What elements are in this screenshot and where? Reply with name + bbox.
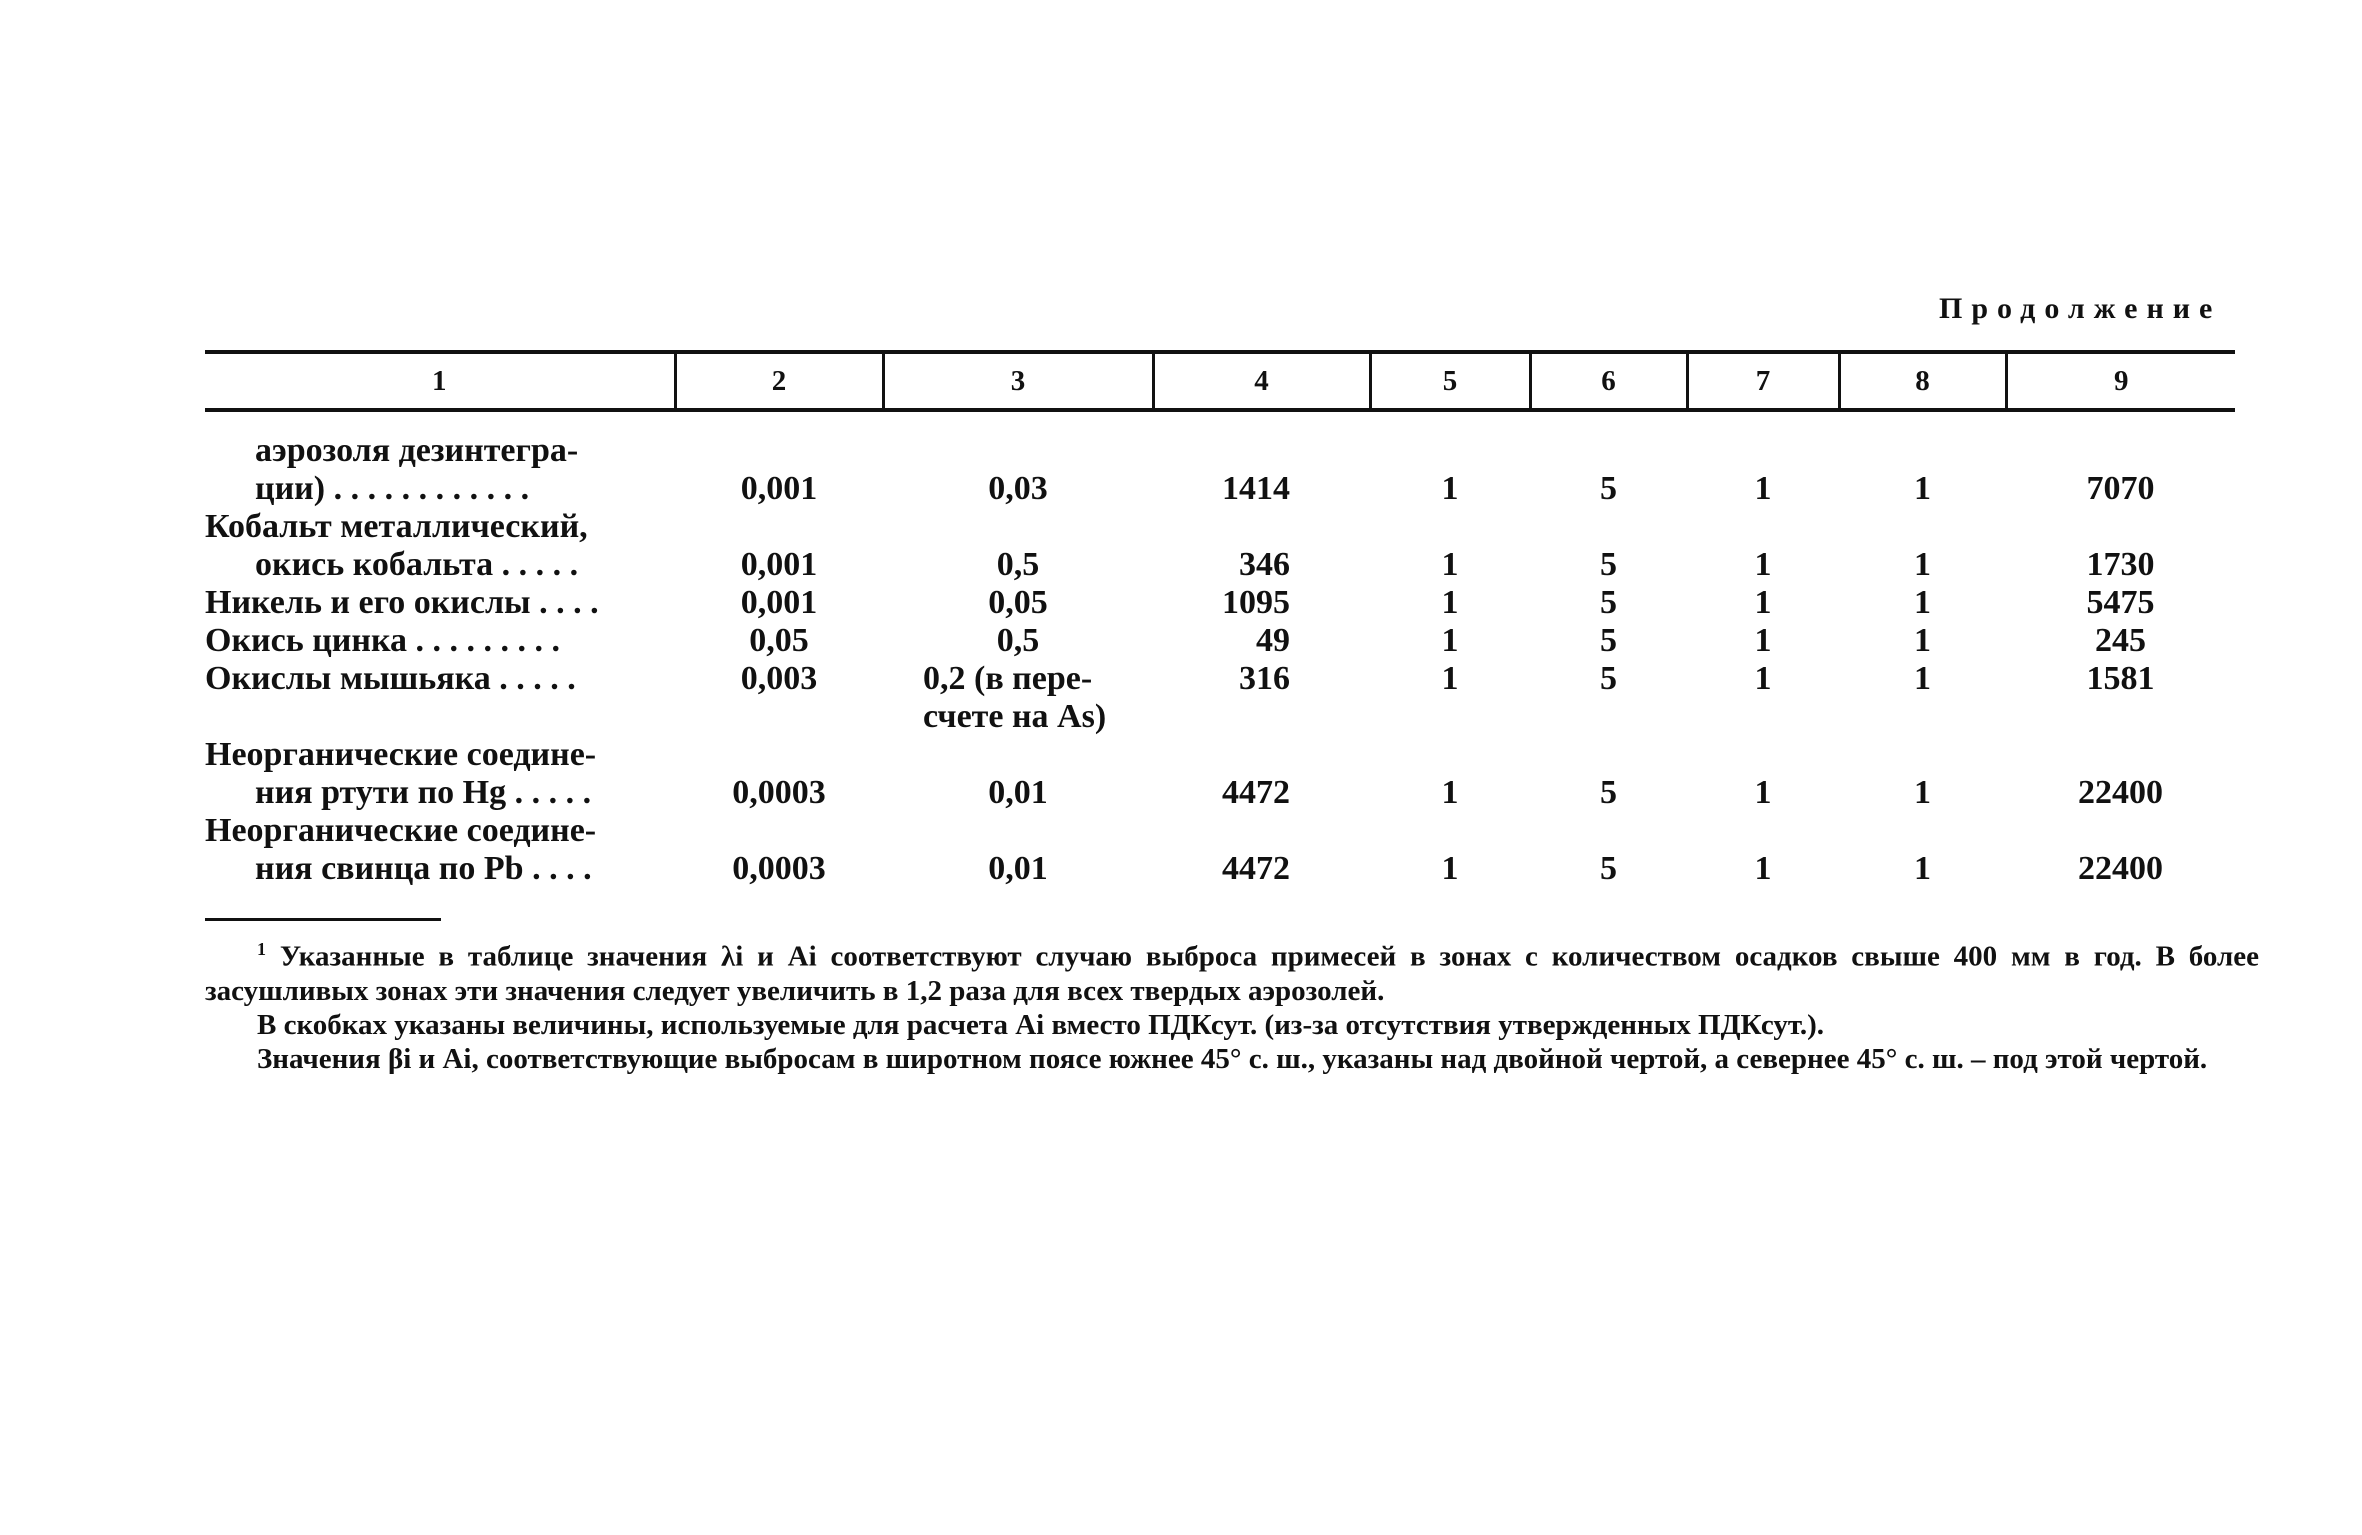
cell-col3-line: 0,2 (в пере- [923, 660, 1093, 697]
column-header: 3 [883, 352, 1153, 410]
substance-name-line: ния свинца по Pb . . . . [255, 850, 592, 887]
column-header: 9 [2006, 352, 2235, 410]
table-header-row [205, 352, 2235, 410]
cell-col7: 1 [1754, 774, 1772, 811]
cell-col4: 4472 [1222, 850, 1290, 887]
cell-col8: 1 [1914, 660, 1931, 697]
cell-col8: 1 [1914, 546, 1931, 583]
table-row [205, 622, 2235, 660]
cell-col9: 5475 [2086, 584, 2155, 621]
cell-col3: 0,01 [988, 850, 1048, 887]
footnote-1-text: Указанные в таблице значения λi и Ai соответствуют случаю выброса примесей в зонах с количеством осадков свыше 400 мм в год. В более засушливых зонах эти значения следует увеличить в 1,2 раза для всех твердых аэрозолей. [205, 940, 2260, 1007]
column-header: 4 [1153, 352, 1370, 410]
table-row [205, 410, 2235, 508]
table-row [205, 812, 2235, 888]
footnote-2: В скобках указаны величины, используемые для расчета Ai вместо ПДКсут. (из-за отсутствия утвержденных ПДКсут.). [257, 1008, 1825, 1041]
substance-name-line: ния ртути по Hg . . . . . [255, 774, 592, 811]
cell-col2: 0,0003 [732, 774, 826, 811]
cell-col9: 7070 [2086, 470, 2155, 507]
cell-col9: 1581 [2086, 660, 2155, 697]
table-row [205, 508, 2235, 584]
substance-name-line: Кобальт металлический, [205, 508, 588, 545]
cell-col7: 1 [1754, 660, 1772, 697]
substance-name-line: Неорганические соедине- [205, 812, 597, 849]
footnote-3: Значения βi и Ai, соответствующие выбросам в широтном поясе южнее 45° с. ш., указаны над двойной чертой, а севернее 45° с. ш. – под этой чертой. [257, 1042, 2208, 1075]
footnote-divider [205, 918, 441, 921]
cell-col6: 5 [1600, 622, 1617, 659]
cell-col4: 1414 [1222, 470, 1290, 507]
data-table-container [205, 350, 2235, 888]
cell-col8: 1 [1914, 622, 1931, 659]
table-row [205, 660, 2235, 736]
data-table [205, 350, 2235, 888]
cell-col2: 0,001 [740, 584, 818, 621]
cell-col6: 5 [1600, 546, 1617, 583]
cell-col3: 0,01 [988, 774, 1048, 811]
footnotes [205, 932, 2259, 1076]
cell-col5: 1 [1441, 850, 1459, 887]
cell-col5: 1 [1441, 470, 1459, 507]
substance-name-cell [205, 736, 675, 812]
column-header: 6 [1530, 352, 1687, 410]
cell-col3 [883, 660, 1153, 736]
column-header: 2 [675, 352, 883, 410]
cell-col2: 0,003 [740, 660, 818, 697]
substance-name-line: Неорганические соедине- [205, 736, 597, 773]
cell-col9: 1730 [2086, 546, 2155, 583]
cell-col4: 1095 [1222, 584, 1290, 621]
continuation-label: Продолжение [1939, 292, 2222, 325]
cell-col7: 1 [1754, 622, 1772, 659]
cell-col2: 0,05 [749, 622, 809, 659]
substance-name-cell [205, 508, 675, 584]
cell-col7: 1 [1754, 546, 1772, 583]
cell-col7: 1 [1754, 470, 1772, 507]
footnote-mark: 1 [257, 939, 266, 959]
cell-col6: 5 [1600, 584, 1617, 621]
table-row [205, 584, 2235, 622]
cell-col8: 1 [1914, 470, 1931, 507]
cell-col6: 5 [1600, 470, 1617, 507]
cell-col9: 22400 [2078, 850, 2163, 887]
footnote-1 [205, 932, 2259, 1008]
cell-col9: 22400 [2078, 774, 2163, 811]
cell-col8: 1 [1914, 584, 1931, 621]
cell-col4: 346 [1239, 546, 1290, 583]
cell-col2: 0,001 [740, 470, 818, 507]
cell-col4: 4472 [1222, 774, 1290, 811]
cell-col5: 1 [1441, 622, 1459, 659]
cell-col6: 5 [1600, 660, 1617, 697]
cell-col3-line: счете на As) [923, 698, 1107, 735]
cell-col3: 0,5 [996, 546, 1040, 583]
column-header: 5 [1370, 352, 1530, 410]
cell-col5: 1 [1441, 774, 1459, 811]
substance-name-cell: Никель и его окислы . . . . [205, 584, 599, 621]
substance-name-cell [205, 812, 675, 888]
substance-name-cell: Окислы мышьяка . . . . . [205, 660, 576, 697]
table-row [205, 736, 2235, 812]
cell-col5: 1 [1441, 584, 1459, 621]
substance-name-line: ции) . . . . . . . . . . . . [255, 470, 530, 507]
substance-name-line: окись кобальта . . . . . [255, 546, 579, 583]
cell-col3: 0,05 [988, 584, 1048, 621]
column-header: 7 [1687, 352, 1839, 410]
substance-name-cell [205, 410, 675, 508]
cell-col2: 0,001 [740, 546, 818, 583]
cell-col5: 1 [1441, 546, 1459, 583]
cell-col4: 49 [1256, 622, 1290, 659]
cell-col7: 1 [1754, 850, 1772, 887]
cell-col3: 0,03 [988, 470, 1048, 507]
cell-col9: 245 [2095, 622, 2146, 659]
cell-col6: 5 [1600, 774, 1617, 811]
cell-col4: 316 [1239, 660, 1290, 697]
substance-name-cell: Окись цинка . . . . . . . . . [205, 622, 561, 659]
cell-col6: 5 [1600, 850, 1617, 887]
cell-col5: 1 [1441, 660, 1459, 697]
cell-col3: 0,5 [996, 622, 1040, 659]
cell-col2: 0,0003 [732, 850, 826, 887]
cell-col7: 1 [1754, 584, 1772, 621]
column-header: 1 [205, 352, 675, 410]
column-header: 8 [1839, 352, 2006, 410]
cell-col8: 1 [1914, 850, 1931, 887]
cell-col8: 1 [1914, 774, 1931, 811]
substance-name-line: аэрозоля дезинтегра- [255, 432, 579, 469]
